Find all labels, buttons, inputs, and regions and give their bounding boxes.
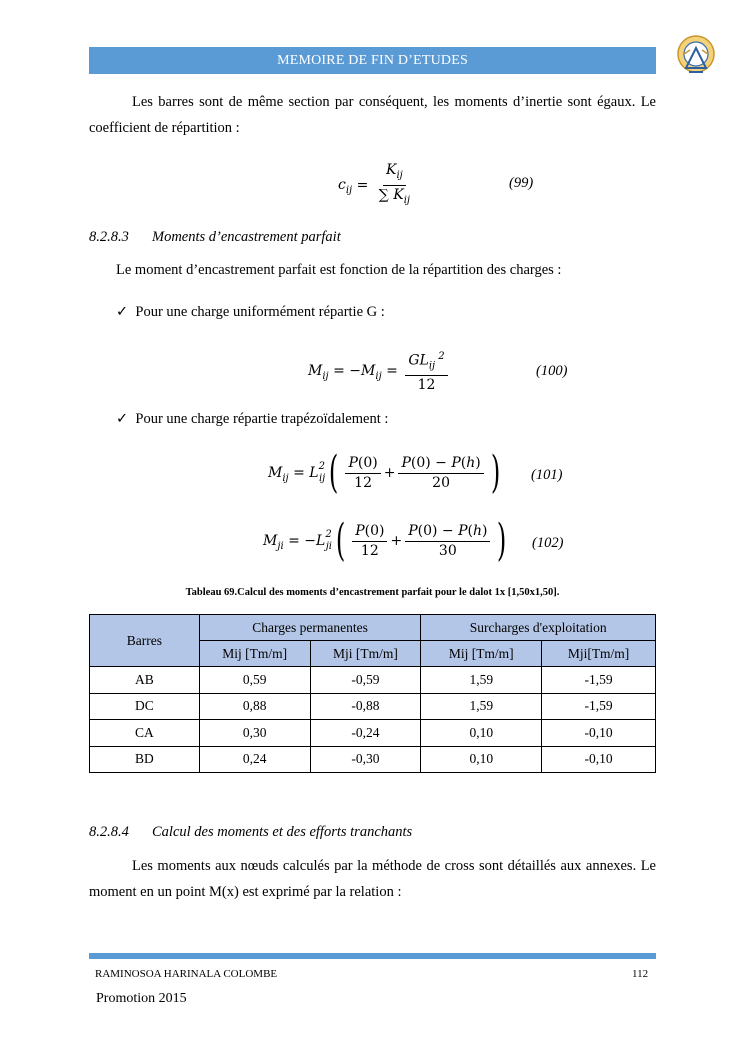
- value-cell: -0,10: [542, 746, 656, 773]
- value-cell: -0,30: [310, 746, 421, 773]
- group-header-permanent: Charges permanentes: [199, 615, 421, 641]
- bar-cell: BD: [90, 746, 200, 773]
- equation-102: $M_{ji} = -L^2_{ji}$( $\frac{P(0)}{12}$ + $\frac{P(0) - P(h)}{30}$ ): [263, 515, 507, 566]
- page-number: 112: [632, 968, 649, 980]
- value-cell: -0,10: [542, 720, 656, 747]
- section-title: Moments d’encastrement parfait: [152, 229, 341, 245]
- sub-header: Mji [Tm/m]: [310, 641, 421, 667]
- value-cell: 0,30: [199, 720, 310, 747]
- section-title: Calcul des moments et des efforts tranchants: [152, 824, 413, 840]
- value-cell: -0,88: [310, 693, 421, 720]
- row-header: Barres: [90, 615, 200, 667]
- table-row: [90, 693, 656, 720]
- value-cell: 1,59: [421, 693, 542, 720]
- bar-cell: CA: [90, 720, 200, 747]
- value-cell: 1,59: [421, 667, 542, 694]
- value-cell: -1,59: [542, 693, 656, 720]
- section-number: 8.2.8.4: [89, 824, 129, 840]
- bullet-uniform-text: Pour une charge uniformément répartie G :: [135, 304, 385, 320]
- value-cell: 0,24: [199, 746, 310, 773]
- group-header-exploitation: Surcharges d'exploitation: [421, 615, 656, 641]
- value-cell: -1,59: [542, 667, 656, 694]
- equation-99-label: (99): [509, 175, 534, 191]
- moment-intro: Le moment d’encastrement parfait est fonction de la répartition des charges :: [116, 262, 562, 278]
- intro-paragraph: Les barres sont de même section par conséquent, les moments d’inertie sont égaux. Le coefficient de répartition :: [89, 94, 656, 136]
- page-header: MEMOIRE DE FIN D’ETUDES: [89, 47, 656, 74]
- bullet-trapezoid-text: Pour une charge répartie trapézoïdalement :: [135, 411, 389, 427]
- closing-paragraph: Les moments aux nœuds calculés par la méthode de cross sont détaillés aux annexes. Le moment en un point M(x) est exprimé par la relation :: [89, 858, 656, 900]
- bullet-uniform: [116, 304, 385, 321]
- footer-author: RAMINOSOA HARINALA COLOMBE: [95, 968, 278, 980]
- bar-cell: DC: [90, 693, 200, 720]
- table-row: [90, 667, 656, 694]
- value-cell: -0,24: [310, 720, 421, 747]
- value-cell: 0,88: [199, 693, 310, 720]
- section-number: 8.2.8.3: [89, 229, 129, 245]
- bar-cell: AB: [90, 667, 200, 694]
- equation-100: $M_{ij} = -M_{ij}$ = $\frac{GL_{ij} ^2}{12}$: [308, 348, 451, 394]
- equation-101: $M_{ij} = L^2_{ij}$( $\frac{P(0)}{12}$ + $\frac{P(0) - P(h)}{20}$ ): [268, 447, 501, 498]
- bullet-trapezoid: [116, 411, 388, 428]
- sub-header: Mji[Tm/m]: [542, 641, 656, 667]
- equation-99: $c_{ij}$ = $\frac{K_{ij}}{\sum K_{ij}}$: [338, 162, 411, 206]
- checkmark-icon: ✓: [116, 411, 129, 427]
- equation-101-label: (101): [531, 467, 563, 483]
- value-cell: 0,59: [199, 667, 310, 694]
- sub-header: Mij [Tm/m]: [421, 641, 542, 667]
- checkmark-icon: ✓: [116, 304, 129, 320]
- table-row: [90, 746, 656, 773]
- section-heading-8284: [89, 824, 412, 841]
- sub-header: Mij [Tm/m]: [199, 641, 310, 667]
- equation-100-label: (100): [536, 363, 568, 379]
- table-row: [90, 720, 656, 747]
- footer-promotion: Promotion 2015: [96, 991, 187, 1006]
- table-caption: Tableau 69.Calcul des moments d’encastrement parfait pour le dalot 1x [1,50x1,50].: [185, 587, 560, 598]
- equation-102-label: (102): [532, 535, 564, 551]
- section-heading-8283: [89, 229, 341, 246]
- university-logo-icon: [674, 34, 718, 78]
- moments-table: [89, 614, 656, 773]
- value-cell: 0,10: [421, 720, 542, 747]
- value-cell: -0,59: [310, 667, 421, 694]
- value-cell: 0,10: [421, 746, 542, 773]
- footer-rule: [89, 953, 656, 959]
